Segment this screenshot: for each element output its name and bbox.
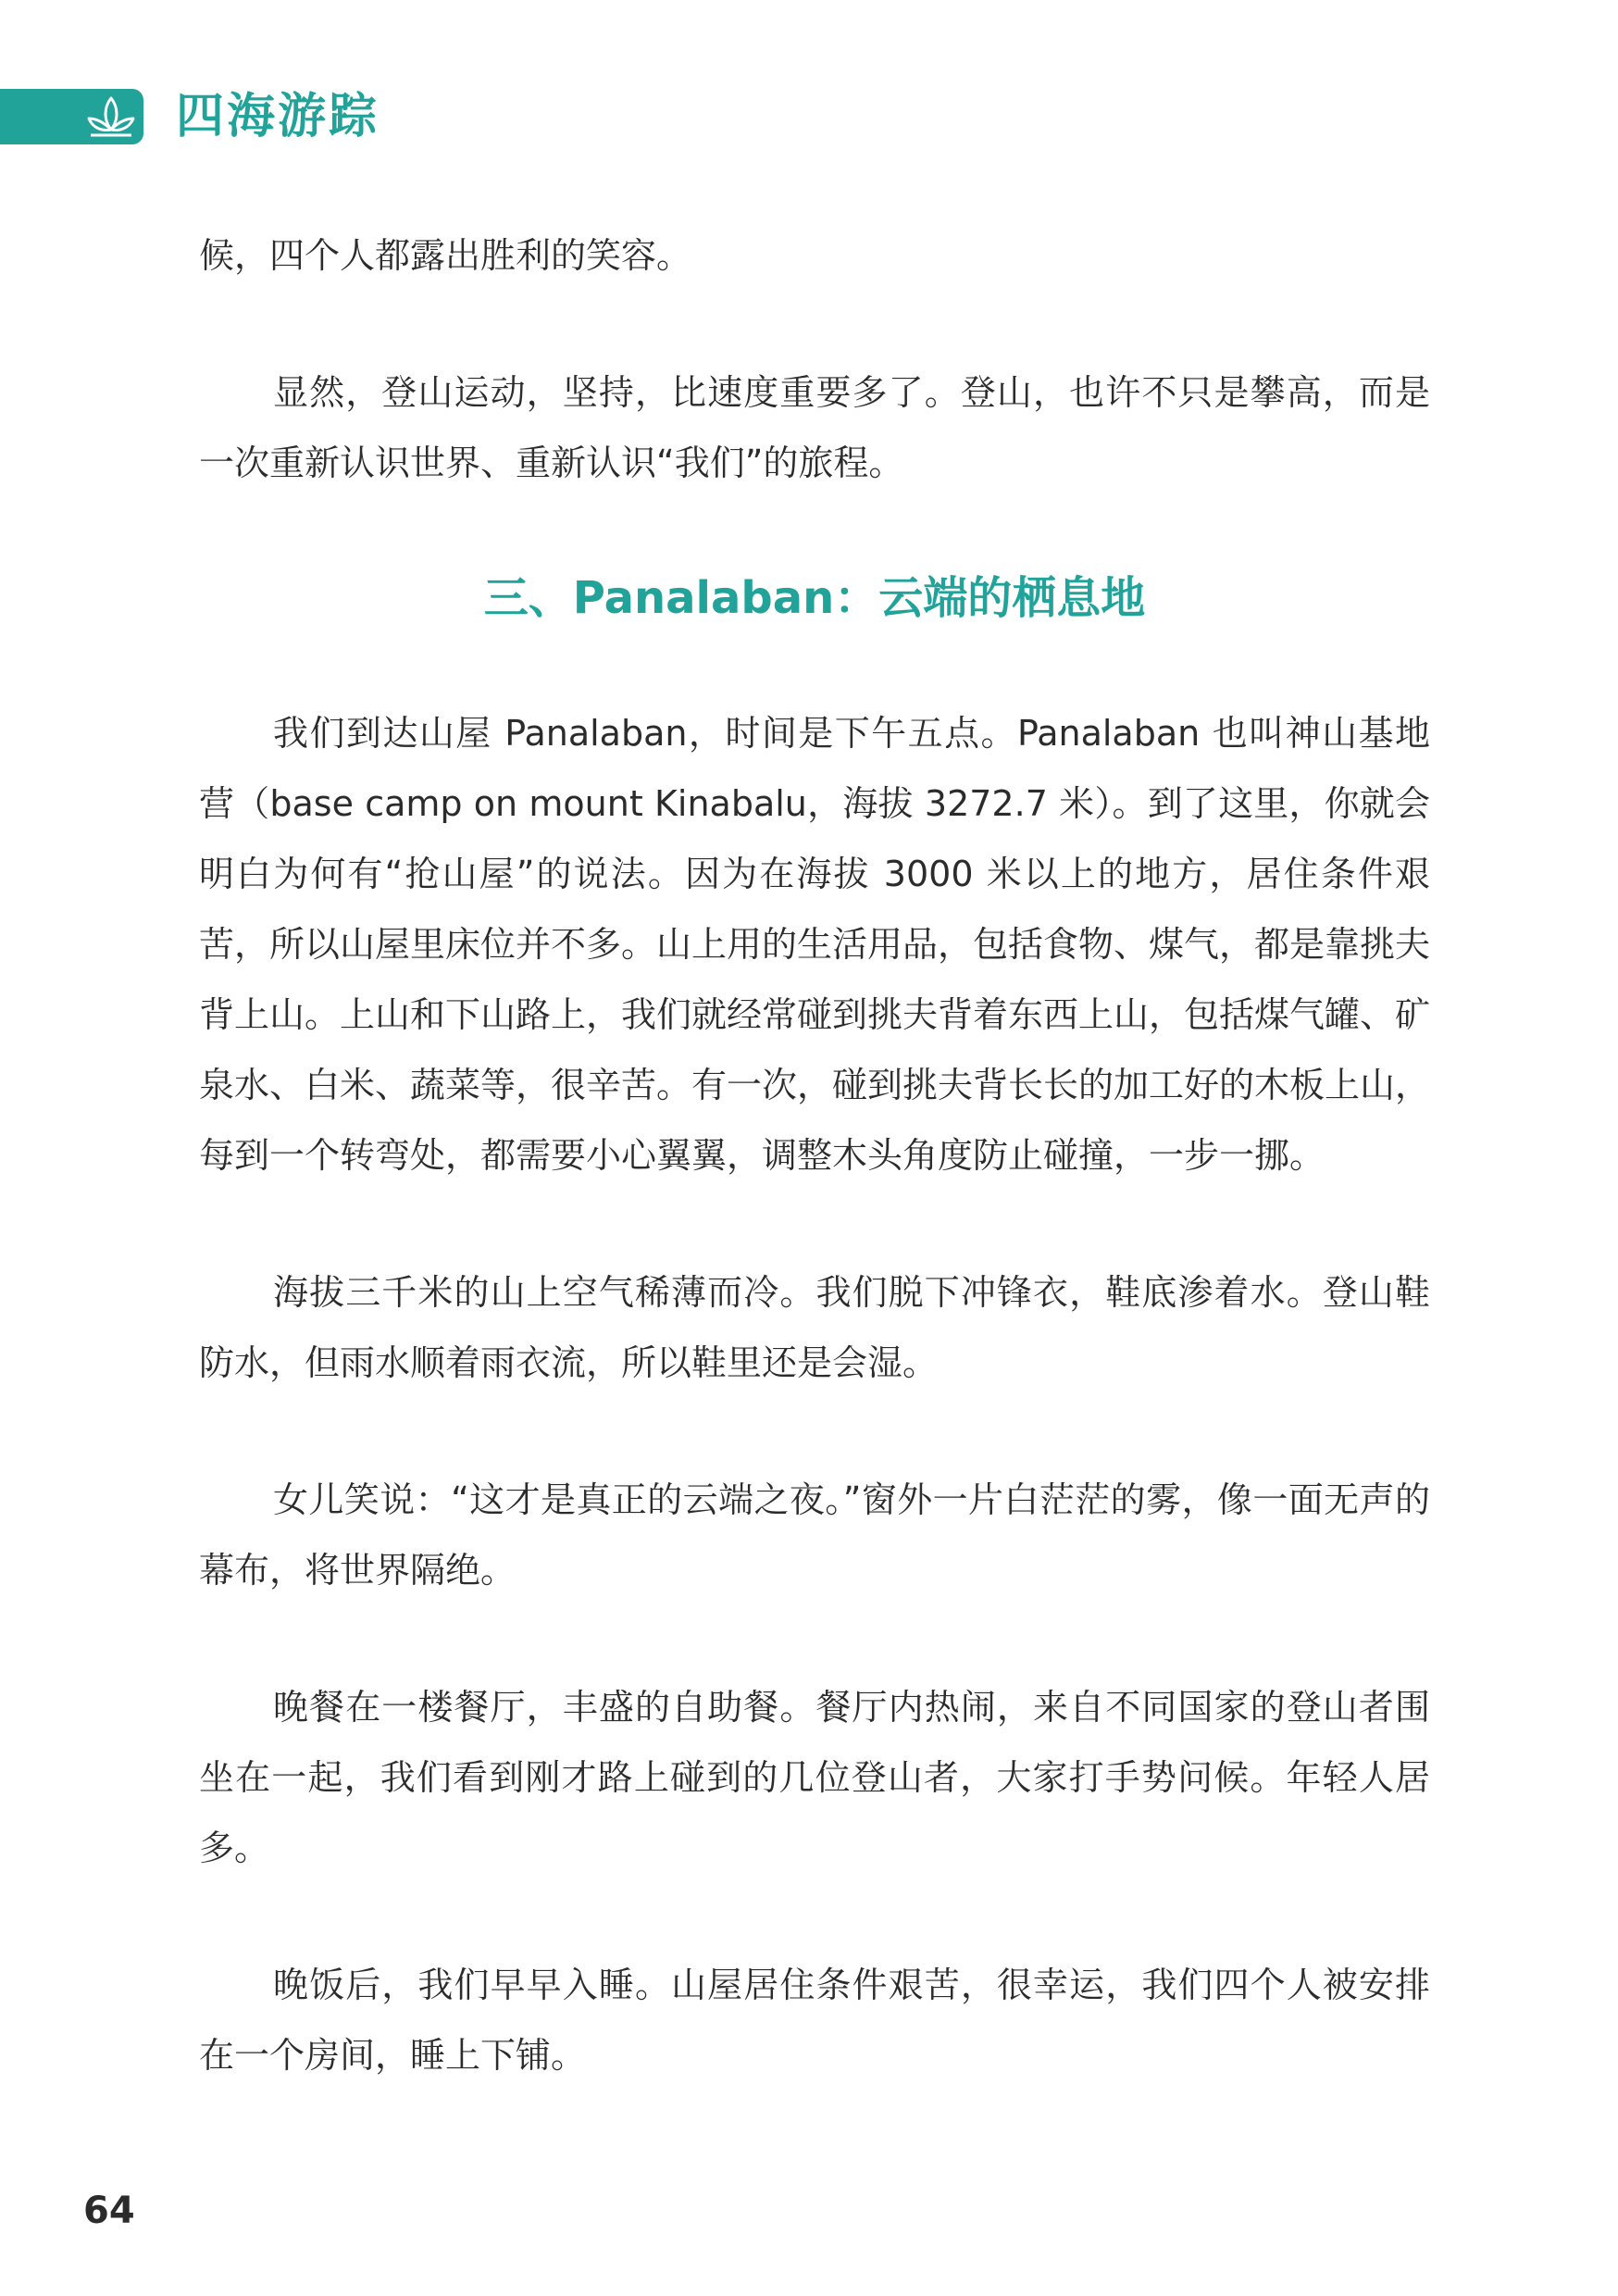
paragraph-reflection: 显然，登山运动，坚持，比速度重要多了。登山，也许不只是攀高，而是一次重新认识世界、重新认识“我们”的旅程。 [199,372,1430,483]
paragraph-altitude: 海拔三千米的山上空气稀薄而冷。我们脱下冲锋衣，鞋底渗着水。登山鞋防水，但雨水顺着雨衣流，所以鞋里还是会湿。 [199,1272,1430,1383]
page-body [199,220,1430,2090]
paragraph-dinner: 晚餐在一楼餐厅，丰盛的自助餐。餐厅内热闹，来自不同国家的登山者围坐在一起，我们看到刚才路上碰到的几位登山者，大家打手势问候。年轻人居多。 [199,1687,1430,1868]
lotus-icon [83,93,139,141]
section-brand-title: 四海游踪 [176,89,380,144]
paragraph-continued: 候，四个人都露出胜利的笑容。 [199,235,692,276]
paragraph-panalaban: 我们到达山屋 Panalaban，时间是下午五点。Panalaban 也叫神山基地营（base camp on mount Kinabalu，海拔 3272.7 米）。到了这里，你就会明白为何有“抢山屋”的说法。因为在海拔 3000 米以上的地方，居住条件艰苦，所以山屋里床位并不多。山上用的生活用品，包括食物、煤气，都是靠挑夫背上山。上山和下山路上，我们就经常碰到挑夫背着东西上山，包括煤气罐、矿泉水、白米、蔬菜等，很辛苦。有一次，碰到挑夫背长长的加工好的木板上山，每到一个转弯处，都需要小心翼翼，调整木头角度防止碰撞，一步一挪。 [199,713,1431,1176]
paragraph-sleep: 晚饭后，我们早早入睡。山屋居住条件艰苦，很幸运，我们四个人被安排在一个房间，睡上下铺。 [199,1965,1430,2076]
page-number: 64 [83,2190,135,2232]
section-heading: 三、Panalaban：云端的栖息地 [483,572,1146,624]
paragraph-daughter: 女儿笑说：“这才是真正的云端之夜。”窗外一片白茫茫的雾，像一面无声的幕布，将世界隔绝。 [199,1479,1430,1591]
